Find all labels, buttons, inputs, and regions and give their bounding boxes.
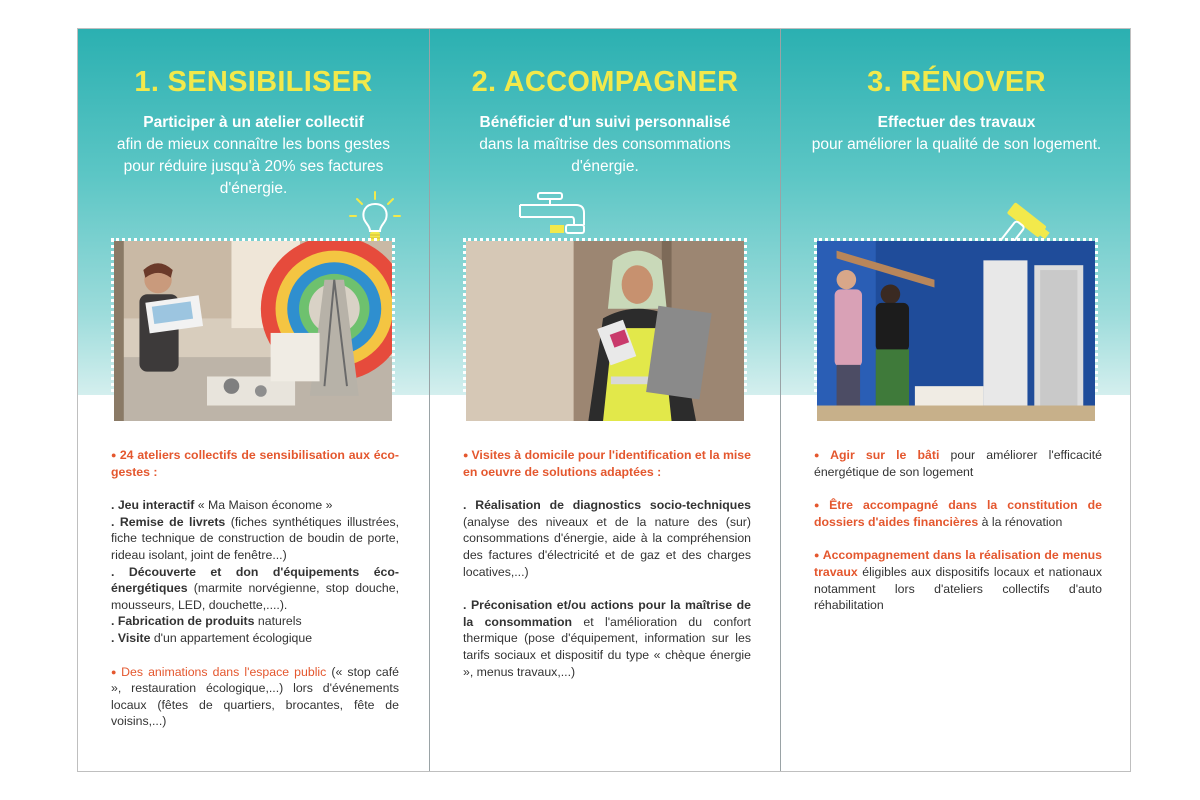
list-item bbox=[111, 630, 399, 647]
item-bold: . Découverte et don d'équipements éco-énergétiques bbox=[111, 564, 399, 596]
subtitle-rest: dans la maîtrise des consommations d'énergie. bbox=[479, 136, 731, 175]
panel-body bbox=[111, 447, 399, 747]
panel-sensibiliser bbox=[78, 29, 429, 771]
bullet-icon: ● bbox=[111, 450, 117, 460]
actions-paragraph bbox=[463, 597, 751, 680]
renovation-photo bbox=[814, 238, 1098, 424]
outro-paragraph bbox=[111, 664, 399, 730]
item-text: (marmite norvégienne, stop douche, mousseurs, LED, douchette,....). bbox=[111, 581, 399, 612]
panel-header bbox=[78, 65, 429, 200]
bullet-icon: ● bbox=[111, 666, 119, 677]
b2-text: à la rénovation bbox=[978, 514, 1063, 529]
aides-paragraph bbox=[814, 497, 1102, 530]
item-text: d'un appartement écologique bbox=[150, 630, 313, 645]
item-bold: . Fabrication de produits bbox=[111, 614, 255, 629]
intro-highlight: Visites à domicile pour l'identification et la mise en oeuvre de solutions adaptées : bbox=[463, 448, 751, 479]
item-bold: . Remise de livrets bbox=[111, 514, 226, 529]
item-text: naturels bbox=[254, 614, 302, 629]
p2-text: et l'amélioration du confort thermique (pose d'équipement, information sur les tarifs sociaux et dispositif du type « chèque énergie », menus travaux,...) bbox=[463, 614, 751, 679]
p1-bold: . Réalisation de diagnostics socio-techniques bbox=[463, 498, 751, 513]
subtitle-strong: Effectuer des travaux bbox=[877, 114, 1036, 131]
outro-highlight: Des animations dans l'espace public bbox=[121, 664, 327, 679]
subtitle-strong: Bénéficier d'un suivi personnalisé bbox=[479, 114, 731, 131]
home-visit-photo bbox=[463, 238, 747, 424]
list-item bbox=[111, 497, 399, 514]
bullet-icon: ● bbox=[814, 550, 820, 561]
panel-header bbox=[430, 65, 780, 178]
item-bold: . Visite bbox=[111, 630, 151, 645]
subtitle-rest: pour améliorer la qualité de son logement. bbox=[811, 136, 1102, 153]
panel-header bbox=[781, 65, 1131, 156]
panel-subtitle bbox=[781, 112, 1131, 156]
workshop-photo bbox=[111, 238, 395, 424]
outro-text: (« stop café », restauration écologique,...) lors d'événements locaux (fêtes de quartiers, brocantes, fête de voisins,...) bbox=[111, 664, 400, 729]
bullet-icon: ● bbox=[814, 450, 828, 460]
intro-paragraph bbox=[111, 447, 399, 480]
intro-paragraph bbox=[463, 447, 751, 480]
b1-highlight: Agir sur le bâti bbox=[830, 448, 940, 462]
panel-accompagner bbox=[429, 29, 780, 771]
panel-subtitle bbox=[430, 112, 780, 178]
p1-text: (analyse des niveaux et de la nature des (sur) consommations d'énergie, aide à la compréhension des factures d'électricité et de gaz et des charges locatives,...) bbox=[463, 514, 751, 579]
panel-title: 3. RÉNOVER bbox=[867, 66, 1046, 98]
panel-subtitle bbox=[78, 112, 429, 200]
panel-body bbox=[463, 447, 751, 697]
b2-highlight: Être accompagné dans la constitution de dossiers d'aides financières bbox=[814, 498, 1102, 529]
subtitle-strong: Participer à un atelier collectif bbox=[143, 114, 364, 131]
travaux-paragraph bbox=[814, 547, 1102, 613]
subtitle-rest: afin de mieux connaître les bons gestes pour réduire jusqu'à 20% ses factures d'énergie. bbox=[116, 136, 391, 197]
list-item bbox=[111, 613, 399, 630]
intro-highlight: 24 ateliers collectifs de sensibilisation aux éco-gestes : bbox=[111, 448, 400, 479]
item-text: « Ma Maison économe » bbox=[194, 498, 333, 513]
panel-title: 1. SENSIBILISER bbox=[134, 66, 373, 98]
b3-highlight: Accompagnement dans la réalisation de menus travaux bbox=[814, 548, 1102, 579]
b1-text: pour améliorer l'efficacité énergétique de son logement bbox=[814, 448, 1103, 479]
p2-bold: . Préconisation et/ou actions pour la maîtrise de la consommation bbox=[463, 598, 751, 629]
panel-renover bbox=[780, 29, 1131, 771]
items-list bbox=[111, 497, 399, 646]
b3-text: éligibles aux dispositifs locaux et nationaux notamment lors d'ateliers collectifs d'auto réhabilitation bbox=[814, 564, 1102, 613]
bullet-icon: ● bbox=[814, 500, 827, 511]
diagnostics-paragraph bbox=[463, 497, 751, 580]
panel-title: 2. ACCOMPAGNER bbox=[471, 66, 739, 98]
list-item bbox=[111, 514, 399, 564]
item-text: (fiches synthétiques illustrées, fiche technique de construction de boudin de porte, rideau isolant, joint de fenêtre...) bbox=[111, 514, 400, 562]
bullet-icon: ● bbox=[463, 450, 469, 460]
item-bold: . Jeu interactif bbox=[111, 498, 195, 513]
panel-body bbox=[814, 447, 1102, 631]
brochure-sheet bbox=[77, 28, 1131, 772]
list-item bbox=[111, 564, 399, 614]
bati-paragraph bbox=[814, 447, 1102, 480]
